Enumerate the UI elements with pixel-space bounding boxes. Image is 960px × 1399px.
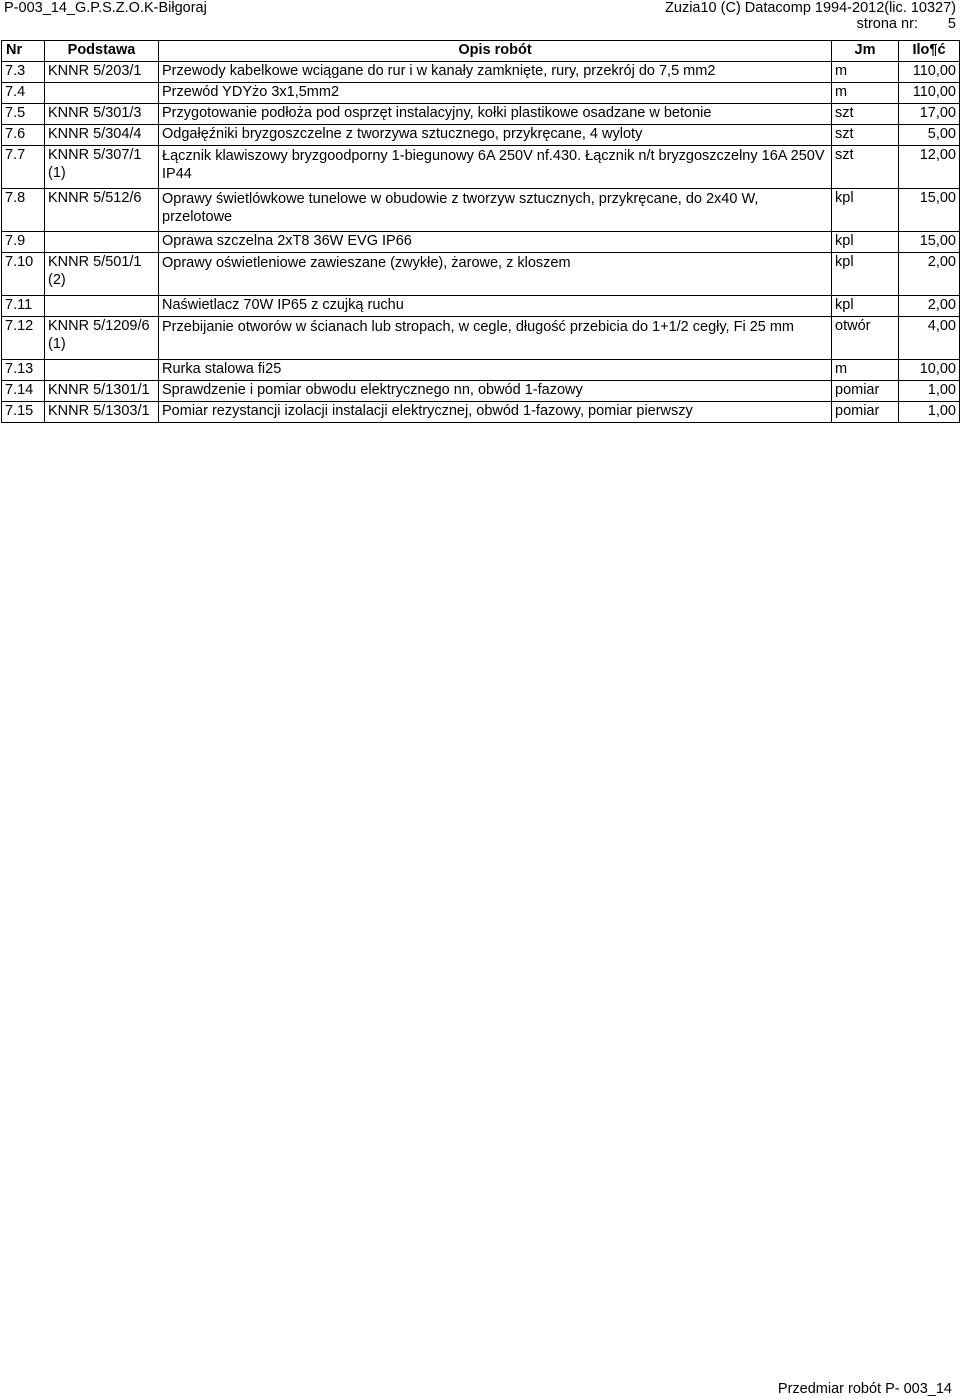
table-row <box>2 125 960 146</box>
row-quantity: 110,00 <box>899 62 960 83</box>
row-nr: 7.12 <box>2 317 45 360</box>
column-header-basis: Podstawa <box>45 41 159 62</box>
table-row <box>2 146 960 189</box>
row-nr: 7.10 <box>2 253 45 296</box>
row-basis: KNNR 5/1209/6 (1) <box>45 317 159 360</box>
row-description: Sprawdzenie i pomiar obwodu elektrycznego nn, obwód 1-fazowy <box>159 381 832 402</box>
row-quantity: 2,00 <box>899 296 960 317</box>
table-row <box>2 232 960 253</box>
row-nr: 7.7 <box>2 146 45 189</box>
row-basis: KNNR 5/512/6 <box>45 189 159 232</box>
row-basis <box>45 232 159 253</box>
software-info: Zuzia10 (C) Datacomp 1994-2012(lic. 10327) <box>665 0 956 16</box>
row-unit: m <box>832 360 899 381</box>
page-footer: Przedmiar robót P- 003_14 <box>777 1381 952 1397</box>
row-unit: otwór <box>832 317 899 360</box>
row-description: Oprawy świetlówkowe tunelowe w obudowie z tworzyw sztucznych, przykręcane, do 2x40 W, przelotowe <box>159 189 832 232</box>
row-basis: KNNR 5/301/3 <box>45 104 159 125</box>
column-header-description: Opis robót <box>159 41 832 62</box>
document-id: P-003_14_G.P.S.Z.O.K-Biłgoraj <box>4 0 207 16</box>
row-nr: 7.15 <box>2 402 45 423</box>
row-description: Przygotowanie podłoża pod osprzęt instalacyjny, kołki plastikowe osadzane w betonie <box>159 104 832 125</box>
row-basis <box>45 83 159 104</box>
row-description: Oprawy oświetleniowe zawieszane (zwykłe), żarowe, z kloszem <box>159 253 832 296</box>
table-row <box>2 83 960 104</box>
table-row <box>2 402 960 423</box>
row-quantity: 1,00 <box>899 381 960 402</box>
table-row <box>2 296 960 317</box>
row-basis: KNNR 5/304/4 <box>45 125 159 146</box>
row-basis: KNNR 5/1301/1 <box>45 381 159 402</box>
row-nr: 7.9 <box>2 232 45 253</box>
table-row <box>2 317 960 360</box>
row-quantity: 4,00 <box>899 317 960 360</box>
row-description: Pomiar rezystancji izolacji instalacji elektrycznej, obwód 1-fazowy, pomiar pierwszy <box>159 402 832 423</box>
row-nr: 7.3 <box>2 62 45 83</box>
table-body <box>2 62 960 423</box>
row-unit: kpl <box>832 296 899 317</box>
row-quantity: 1,00 <box>899 402 960 423</box>
row-unit: szt <box>832 125 899 146</box>
row-description: Naświetlacz 70W IP65 z czujką ruchu <box>159 296 832 317</box>
page-indicator <box>857 16 956 32</box>
page-label: strona nr: <box>856 16 918 32</box>
row-basis <box>45 360 159 381</box>
cost-estimate-table <box>1 40 960 423</box>
row-unit: szt <box>832 104 899 125</box>
page-number: 5 <box>947 16 956 32</box>
row-unit: pomiar <box>832 381 899 402</box>
row-description: Przebijanie otworów w ścianach lub stropach, w cegle, długość przebicia do 1+1/2 cegły, Fi 25 mm <box>159 317 832 360</box>
row-unit: m <box>832 83 899 104</box>
row-quantity: 15,00 <box>899 189 960 232</box>
row-unit: pomiar <box>832 402 899 423</box>
row-nr: 7.8 <box>2 189 45 232</box>
row-unit: kpl <box>832 253 899 296</box>
column-header-quantity: Ilo¶ć <box>899 41 960 62</box>
row-quantity: 15,00 <box>899 232 960 253</box>
row-description: Łącznik klawiszowy bryzgoodporny 1-biegunowy 6A 250V nf.430. Łącznik n/t bryzgoszczelny 16A 250V IP44 <box>159 146 832 189</box>
row-unit: kpl <box>832 232 899 253</box>
row-quantity: 10,00 <box>899 360 960 381</box>
table-header-row <box>2 41 960 62</box>
row-quantity: 110,00 <box>899 83 960 104</box>
row-quantity: 17,00 <box>899 104 960 125</box>
row-unit: kpl <box>832 189 899 232</box>
table-row <box>2 62 960 83</box>
row-quantity: 5,00 <box>899 125 960 146</box>
row-basis: KNNR 5/1303/1 <box>45 402 159 423</box>
row-description: Przewód YDYżo 3x1,5mm2 <box>159 83 832 104</box>
column-header-nr: Nr <box>2 41 45 62</box>
row-nr: 7.5 <box>2 104 45 125</box>
row-description: Odgałęźniki bryzgoszczelne z tworzywa sztucznego, przykręcane, 4 wyloty <box>159 125 832 146</box>
row-nr: 7.4 <box>2 83 45 104</box>
row-nr: 7.11 <box>2 296 45 317</box>
row-description: Rurka stalowa fi25 <box>159 360 832 381</box>
table-row <box>2 104 960 125</box>
column-header-unit: Jm <box>832 41 899 62</box>
row-quantity: 12,00 <box>899 146 960 189</box>
row-quantity: 2,00 <box>899 253 960 296</box>
row-basis: KNNR 5/203/1 <box>45 62 159 83</box>
table-row <box>2 253 960 296</box>
row-basis: KNNR 5/307/1 (1) <box>45 146 159 189</box>
row-description: Oprawa szczelna 2xT8 36W EVG IP66 <box>159 232 832 253</box>
row-nr: 7.13 <box>2 360 45 381</box>
row-description: Przewody kabelkowe wciągane do rur i w kanały zamknięte, rury, przekrój do 7,5 mm2 <box>159 62 832 83</box>
table-row <box>2 360 960 381</box>
row-nr: 7.14 <box>2 381 45 402</box>
row-basis <box>45 296 159 317</box>
row-unit: szt <box>832 146 899 189</box>
table-row <box>2 381 960 402</box>
row-nr: 7.6 <box>2 125 45 146</box>
row-basis: KNNR 5/501/1 (2) <box>45 253 159 296</box>
row-unit: m <box>832 62 899 83</box>
table-row <box>2 189 960 232</box>
